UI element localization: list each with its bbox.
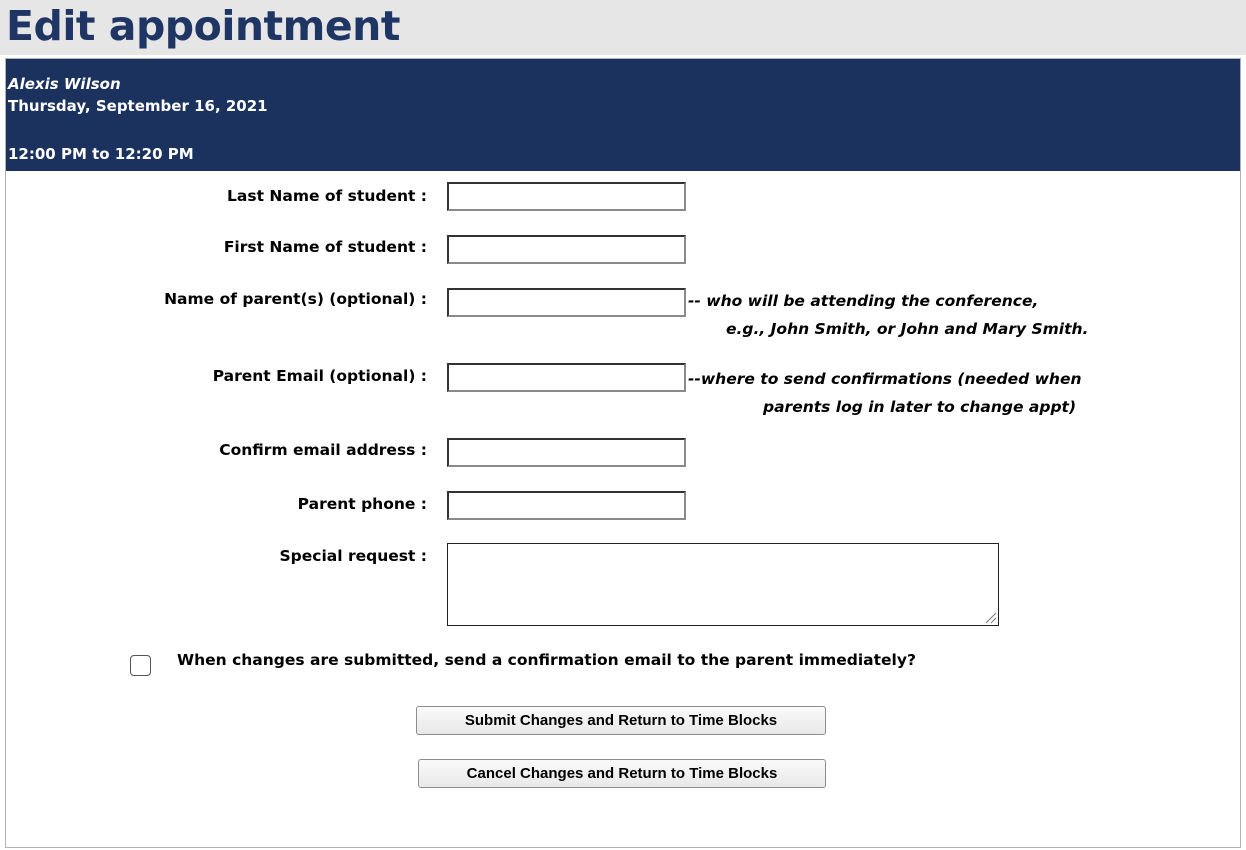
parent-phone-label: Parent phone : [297, 495, 427, 513]
confirm-email-label: Confirm email address : [219, 441, 427, 459]
parent-name-label: Name of parent(s) (optional) : [164, 290, 427, 308]
cancel-changes-button[interactable]: Cancel Changes and Return to Time Blocks [418, 759, 826, 788]
special-request-textarea[interactable] [447, 543, 999, 626]
parent-name-input[interactable] [447, 288, 686, 317]
parent-email-input[interactable] [447, 363, 686, 392]
parent-email-note-line2: parents log in later to change appt) [763, 398, 1077, 416]
parent-name-note-line1: -- who will be attending the conference, [688, 292, 1039, 310]
submit-changes-button[interactable]: Submit Changes and Return to Time Blocks [416, 706, 826, 735]
last-name-input[interactable] [447, 182, 686, 211]
parent-name-note-line2: e.g., John Smith, or John and Mary Smith. [726, 320, 1089, 338]
special-request-label: Special request : [279, 547, 427, 565]
parent-email-note-line1: --where to send confirmations (needed when [688, 370, 1082, 388]
last-name-label: Last Name of student : [227, 187, 427, 205]
resize-grip-icon[interactable] [983, 610, 997, 624]
send-confirmation-label: When changes are submitted, send a confirmation email to the parent immediately? [177, 651, 916, 669]
page-title: Edit appointment [6, 2, 400, 50]
parent-email-label: Parent Email (optional) : [212, 367, 427, 385]
teacher-name: Alexis Wilson [8, 75, 121, 93]
parent-phone-input[interactable] [447, 491, 686, 520]
first-name-input[interactable] [447, 235, 686, 264]
title-bar [0, 0, 1246, 55]
confirm-email-input[interactable] [447, 438, 686, 467]
appointment-banner [6, 59, 1240, 171]
send-confirmation-checkbox[interactable] [130, 655, 151, 676]
appointment-time: 12:00 PM to 12:20 PM [8, 145, 194, 163]
first-name-label: First Name of student : [223, 238, 427, 256]
appointment-date: Thursday, September 16, 2021 [8, 97, 268, 115]
